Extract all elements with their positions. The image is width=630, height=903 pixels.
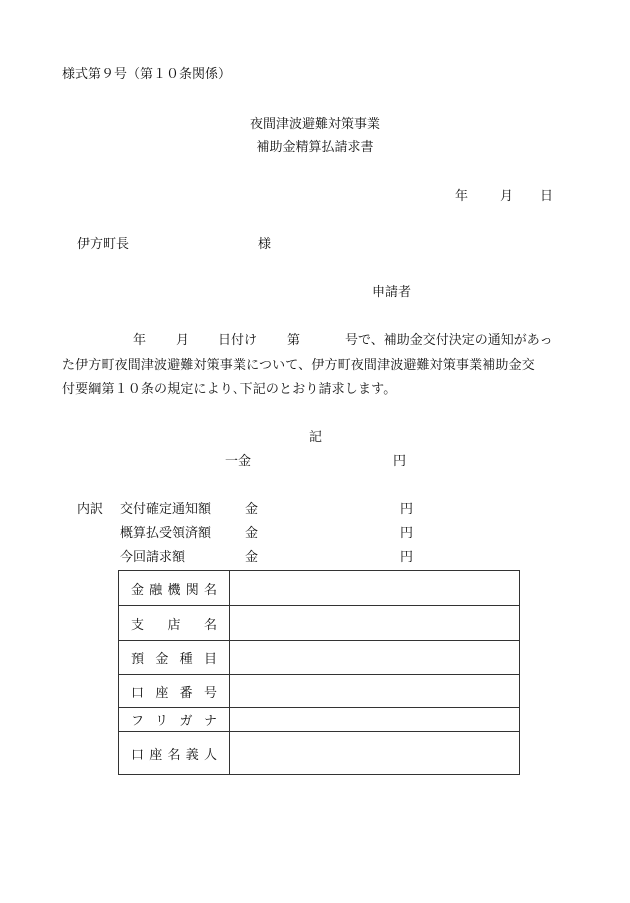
- amount-unit: 円: [393, 454, 407, 469]
- date-year: 年: [455, 189, 469, 204]
- deposit-type-label: 預金種目: [131, 652, 217, 667]
- account-number-label: 口座番号: [131, 685, 217, 701]
- body-line-3: 付要綱第１０条の規定により､下記のとおり請求します。: [62, 382, 397, 397]
- breakdown-item: 交付確定通知額: [120, 502, 212, 517]
- table-row: [119, 571, 520, 606]
- table-row: [119, 641, 520, 675]
- table-row: [119, 708, 520, 732]
- bank-name-field[interactable]: [230, 571, 520, 606]
- table-row: [119, 606, 520, 641]
- title-line-2: 補助金精算払請求書: [256, 140, 374, 155]
- body-year: 年: [133, 333, 147, 348]
- date-day: 日: [540, 189, 554, 204]
- applicant-label: 申請者: [372, 285, 412, 300]
- breakdown-label: 内訳: [77, 502, 104, 517]
- body-number-prefix: 第: [287, 333, 301, 348]
- table-row: [119, 732, 520, 775]
- table-label-cell: [119, 571, 230, 606]
- branch-name-field[interactable]: [230, 606, 520, 641]
- body-line-1-rest: 号で、補助金交付決定の通知があっ: [345, 333, 553, 348]
- account-holder-label: 口座名義人: [131, 747, 217, 763]
- date-month: 月: [500, 189, 514, 204]
- table-label-cell: [119, 708, 230, 732]
- addressee-honorific: 様: [258, 237, 272, 252]
- bank-account-table: [118, 570, 520, 775]
- table-row: [119, 675, 520, 708]
- breakdown-kin: 金: [245, 502, 259, 517]
- breakdown-item: 概算払受領済額: [120, 526, 212, 541]
- breakdown-unit: 円: [400, 526, 414, 541]
- breakdown-unit: 円: [400, 550, 414, 565]
- ki-heading: 記: [309, 430, 323, 445]
- table-label-cell: [119, 732, 230, 775]
- body-day: 日付け: [218, 333, 258, 348]
- addressee-name: 伊方町長: [77, 237, 130, 252]
- table-label-cell: [119, 641, 230, 675]
- account-holder-field[interactable]: [230, 732, 520, 775]
- table-label-cell: [119, 606, 230, 641]
- breakdown-kin: 金: [245, 550, 259, 565]
- form-number: 様式第９号（第１０条関係）: [62, 67, 232, 82]
- furigana-label: フリガナ: [131, 714, 217, 729]
- table-label-cell: [119, 675, 230, 708]
- account-number-field[interactable]: [230, 675, 520, 708]
- breakdown-item: 今回請求額: [120, 550, 186, 565]
- title-line-1: 夜間津波避難対策事業: [249, 117, 380, 132]
- amount-prefix: 一金: [225, 454, 252, 469]
- breakdown-unit: 円: [400, 502, 414, 517]
- body-month: 月: [176, 333, 190, 348]
- deposit-type-field[interactable]: [230, 641, 520, 675]
- furigana-field[interactable]: [230, 708, 520, 732]
- breakdown-kin: 金: [245, 526, 259, 541]
- branch-name-label: 支店名: [131, 617, 217, 633]
- bank-name-label: 金融機関名: [131, 582, 217, 598]
- body-line-2: た伊方町夜間津波避難対策事業について、伊方町夜間津波避難対策事業補助金交: [62, 358, 535, 373]
